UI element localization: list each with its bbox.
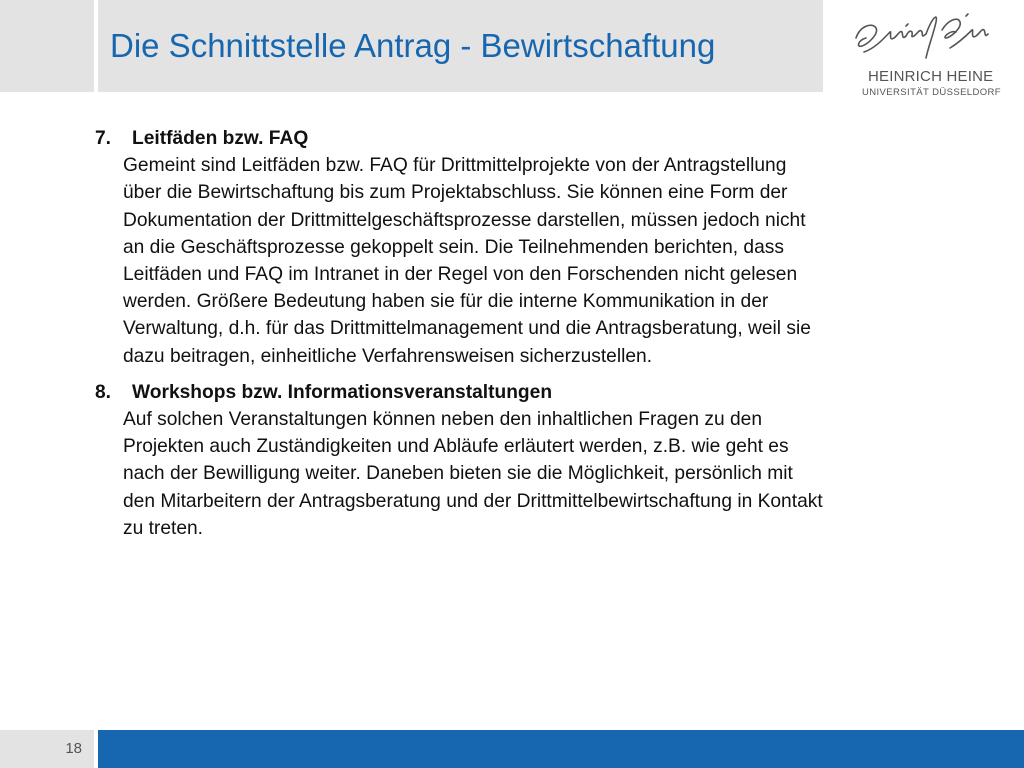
item-heading xyxy=(95,125,975,152)
body-line: den Mitarbeitern der Antragsberatung und der Drittmittelbewirtschaftung in Kontakt xyxy=(123,490,823,512)
body-line: Dokumentation der Drittmittelgeschäftsprozesse darstellen, müssen jedoch nicht xyxy=(123,209,806,231)
list-item xyxy=(95,379,975,542)
item-number: 7. xyxy=(95,128,112,149)
logo-university-text: UNIVERSITÄT DÜSSELDORF xyxy=(862,87,1002,98)
body-line: nach der Bewilligung weiter. Daneben bieten sie die Möglichkeit, persönlich mit xyxy=(123,463,793,485)
signature-logo-icon xyxy=(846,8,996,66)
body-line: werden. Größere Bedeutung haben sie für die interne Kommunikation in der xyxy=(123,291,769,313)
item-heading xyxy=(95,379,975,406)
body-line: Auf solchen Veranstaltungen können neben den inhaltlichen Fragen zu den xyxy=(123,409,762,431)
slide-content xyxy=(95,125,975,542)
list-item xyxy=(95,125,975,370)
body-line: Verwaltung, d.h. für das Drittmittelmanagement und die Antragsberatung, weil sie xyxy=(123,318,811,340)
body-line: Projekten auch Zuständigkeiten und Abläufe erläutert werden, z.B. wie geht es xyxy=(123,436,789,458)
body-line: Gemeint sind Leitfäden bzw. FAQ für Drittmittelprojekte von der Antragstellung xyxy=(123,155,787,177)
header-accent-block xyxy=(0,0,94,92)
body-line: über die Bewirtschaftung bis zum Projektabschluss. Sie können eine Form der xyxy=(123,182,788,204)
item-heading-text: Workshops bzw. Informationsveranstaltungen xyxy=(132,381,553,403)
item-heading-text: Leitfäden bzw. FAQ xyxy=(132,128,309,149)
body-line: zu treten. xyxy=(123,517,203,539)
title-bar xyxy=(98,0,823,92)
page-number: 18 xyxy=(65,740,82,757)
body-line: dazu beitragen, einheitliche Verfahrensweisen sicherzustellen. xyxy=(123,345,653,367)
body-line: an die Geschäftsprozesse gekoppelt sein. Die Teilnehmenden berichten, dass xyxy=(123,236,784,258)
item-body xyxy=(95,152,975,370)
university-logo xyxy=(838,8,1018,98)
logo-name-text: HEINRICH HEINE xyxy=(868,68,994,85)
slide-title: Die Schnittstelle Antrag - Bewirtschaftung xyxy=(110,27,716,64)
item-number: 8. xyxy=(95,381,112,403)
footer-bar xyxy=(98,730,1024,768)
item-body xyxy=(95,406,975,542)
footer-page-block xyxy=(0,730,94,768)
body-line: Leitfäden und FAQ im Intranet in der Regel von den Forschenden nicht gelesen xyxy=(123,264,798,286)
